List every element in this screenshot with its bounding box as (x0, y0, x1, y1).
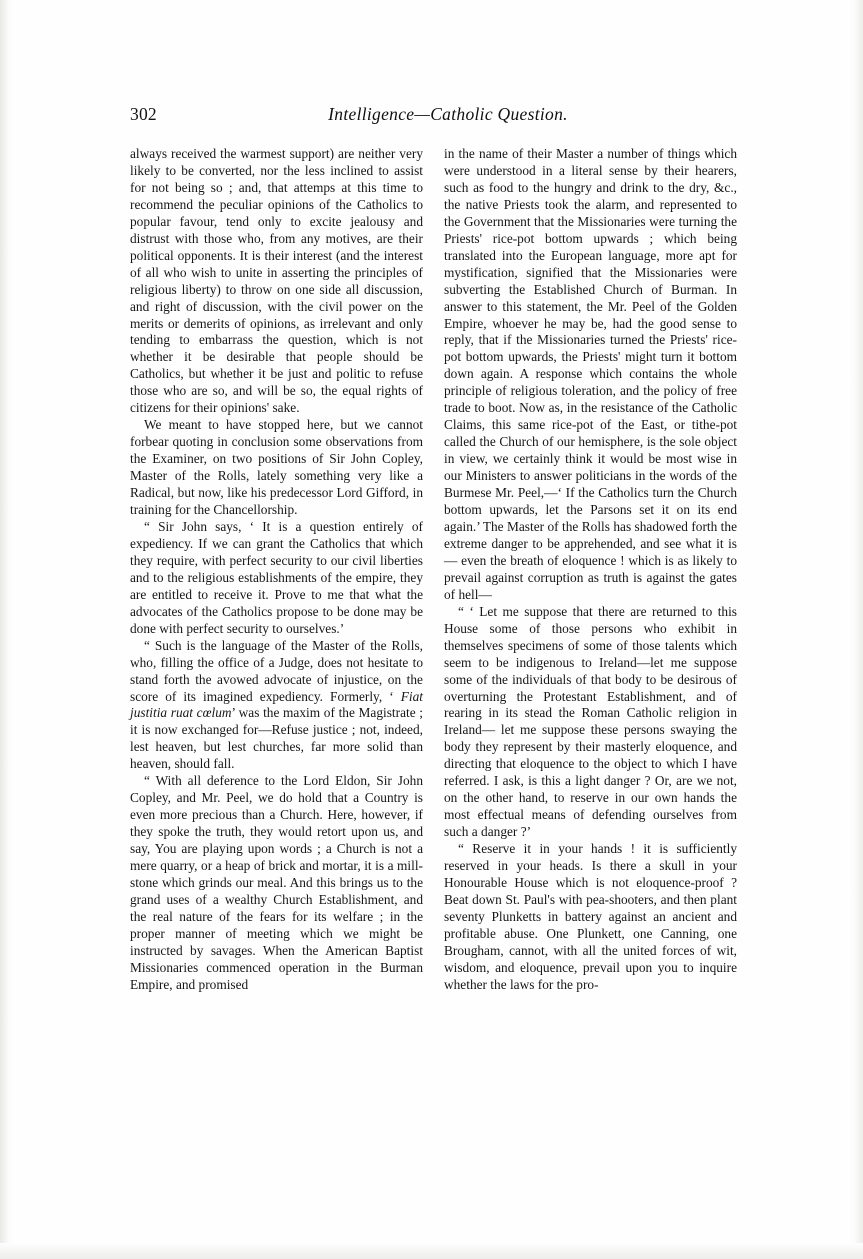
scan-edge-shadow-right (849, 0, 863, 1259)
paragraph: “ With all deference to the Lord Eldon, Sir John Copley, and Mr. Peel, we do hold that a Country is even more precious than a Church. Here, however, if they spoke the truth, they would retort upon us, and say, You are playing upon words ; a Church is not a mere quarry, or a heap of brick and mortar, it is a mill-stone which grinds our meal. And this brings us to the grand uses of a wealthy Church Establishment, and the real nature of the fears for its welfare ; in the proper manner of meeting which we might be instructed by savages. When the American Baptist Missionaries commenced operation in the Burman Empire, and promised (130, 773, 423, 992)
running-title: Intelligence—Catholic Question. (328, 104, 568, 124)
text-body (130, 146, 738, 994)
paragraph: “ Reserve it in your hands ! it is sufficiently reserved in your heads. Is there a skull in your Honourable House which is not eloquence-proof ? Beat down St. Paul's with pea-shooters, and then plant seventy Plunketts in battery against an ancient and profitable abuse. One Plunkett, one Canning, one Brougham, cannot, with all the united forces of wit, wisdom, and eloquence, prevail upon you to inquire whether the laws for the pro- (444, 841, 737, 992)
running-head (130, 104, 730, 130)
scan-edge-shadow-left (0, 0, 14, 1259)
column-left (130, 146, 423, 994)
paragraph: always received the warmest support) are neither very likely to be converted, nor the less inclined to assist for not being so ; and, that attemps at this time to recommend the peculiar opinions of the Catholics to popular favour, tend only to excite jealousy and distrust with those who, from any motives, are their political opponents. It is their interest (and the interest of all who wish to unite in asserting the principles of religious liberty) to throw on one side all discussion, and right of discussion, with the civil power on the merits or demerits of opinions, as irrelevant and only tending to embarrass the question, which is not whether it be desirable that people should be Catholics, but whether it be just and politic to refuse those who are so, and will be so, the equal rights of citizens for their opinions' sake. (130, 146, 423, 416)
paragraph: “ Such is the language of the Master of the Rolls, who, filling the office of a Judge, does not hesitate to stand forth the avowed advocate of injustice, on the score of its imagined expediency. Formerly, ‘ Fiat justitia ruat cœlum’ was the maxim of the Magistrate ; it is now exchanged for—Refuse justice ; not, indeed, lest heaven, but lest churches, far more solid than heaven, should fall. (130, 637, 424, 772)
latin-maxim: Fiat justitia ruat cœlum (130, 688, 423, 721)
scan-edge-shadow-bottom (0, 1243, 863, 1259)
paragraph: “ Sir John says, ‘ It is a question entirely of expediency. If we can grant the Catholics that which they require, with perfect security to our civil liberties and to the religious establishments of the empire, they are entitled to receive it. Prove to me that what the advocates of the Catholics propose to be done may be done with perfect security to ourselves.’ (130, 518, 423, 636)
column-right (444, 146, 737, 994)
paragraph: “ ‘ Let me suppose that there are returned to this House some of those persons who exhibit in themselves specimens of some of those talents which seem to be indigenous to Ireland—let me suppose some of the individuals of that body to be desirous of overturning the Protestant Establishment, and of rearing in its stead the Roman Catholic religion in Ireland— let me suppose these persons swaying the body they represent by their masterly eloquence, and directing that eloquence to the object to which I have referred. I ask, is this a light danger ? Or, are we not, on the other hand, to reserve in our own hands the most effectual means of defending ourselves from such a danger ?’ (444, 603, 737, 840)
page-number: 302 (130, 104, 157, 124)
paragraph: We meant to have stopped here, but we cannot forbear quoting in conclusion some observations from the Examiner, on two positions of Sir John Copley, Master of the Rolls, lately something very like a Radical, but now, like his predecessor Lord Gifford, in training for the Chancellorship. (130, 417, 423, 518)
paragraph: in the name of their Master a number of things which were understood in a literal sense by their hearers, such as food to the hungry and drink to the dry, &c., the native Priests took the alarm, and represented to the Government that the Missionaries were turning the Priests' rice-pot bottom upwards ; which being translated into the European language, more apt for mystification, signified that the Missionaries were subverting the Established Church of Burman. In answer to this statement, the Mr. Peel of the Golden Empire, whoever he may be, had the good sense to reply, that if the Missionaries turned the Priests' rice-pot bottom upwards, the Priests' might turn it bottom down again. A response which contains the whole principle of religious toleration, and the policy of free trade to boot. Now as, in the resistance of the Catholic Claims, this same rice-pot of the East, or tithe-pot called the Church of our hemisphere, is the sole object in view, we certainly think it would be most wise in our Ministers to answer politicians in the words of the Burmese Mr. Peel,—‘ If the Catholics turn the Church bottom upwards, let the Parsons set it on its end again.’ The Master of the Rolls has shadowed forth the extreme danger to be apprehended, and see what it is— even the breath of eloquence ! which is as likely to prevail against corruption as truth is against the gates of hell— (444, 146, 737, 602)
